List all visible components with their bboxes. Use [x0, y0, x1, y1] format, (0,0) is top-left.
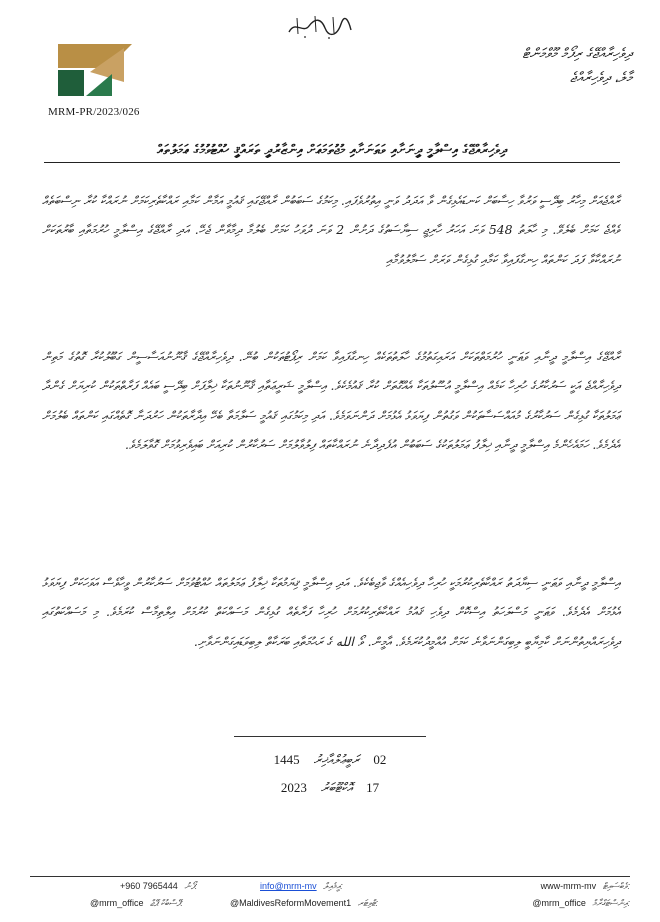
hijri-date: [0, 752, 660, 768]
paragraph-2: ރާއްޖޭގެ އިސްލާމީ ދީނާއި ވަޠަނީ ހުރުމަތްތަކަށް އަރައިގަތުމުގެ ހާލަތުތަކެއް ހިނގާފައިވާ ކަމަށް ރިޕޯޓުތަކުން ބުނޭ. ދިވެހިރާއްޖޭގެ ޤާނޫނުއަސާސީން ގަބޫލުކުރާ ގޮތުގެ މަތިން ދިވެހިރާއްޖެ އަކީ ސަރުކާރުގެ ހުރިހާ ކަމެއް އިސްލާމީ އުސޫލުތަކާ އެއްގޮތަށް ކުރާ ޤައުމެކެވެ. އިސްލާމީ ޝަރީޢަތާއި ޤާނޫނުތަކާ ޚިލާފަށް ބިދޭސީ ބައެއް ފަރާތްތަކުން ކުރިޔަށް ގެންދާ ޢަމަލުތަކާ ގުޅިގެން ސަރުކާރުގެ މުއައްސަސާތަކުން ވަގުތުން ފިޔަވަޅު އެޅުމަށް ދަންނަވަމެވެ. އަދި މިކަމުގައި ޤައުމީ ސަލާމަތާ ބެހޭ އިދާރާތަކުން ހަރުދަނާ ގޮތެއްގައި ކަންތައް ބެލުމަށް އެދެމެވެ. ހަމައެހެންމެ އިސްލާމީ ދީނާއި ޚިލާފު ޢަމަލުތަކުގެ ސަބަބުން އުފެދިދާނެ ނުރައްކާތައް ފިލުވާލުމަށް ސަރުކާރުން ކުރިއަށް ބައިވެރިވުމަށް ގޮވާލަމެވެ.: [42, 349, 620, 453]
footer: [30, 880, 630, 918]
footer-twitter: [230, 898, 378, 909]
footer-divider: [30, 876, 630, 877]
document-title: ދިވެހިރާއްޖޭގެ އިސްލާމީ ދީނަށާއި ވަޠަނަށާއި މުޖުތަމަޢަށް އިންޒާރުދީ ތަރައްޤީ ހުއްޓުވުމުގެ ޢަމަލުތައް: [157, 142, 507, 158]
signature-line: [234, 736, 426, 737]
website-value[interactable]: www-mrm-mv: [540, 881, 597, 891]
reference-number: MRM-PR/2023/026: [48, 106, 140, 118]
hijri-day: 02: [373, 752, 387, 767]
greg-month: އޮކްޓޫބަރު: [320, 781, 353, 796]
website-label: ވެބްސައިޓް:: [602, 881, 630, 891]
facebook-handle[interactable]: @mrm_office: [90, 898, 144, 908]
footer-instagram: [532, 898, 630, 909]
title-block: [44, 142, 620, 163]
instagram-label: އިންސްޓަގްރާމް:: [592, 898, 630, 908]
footer-facebook: [90, 898, 183, 909]
paragraph-3: އިސްލާމީ ދީނާއި ވަޠަނީ ސިޔާދަތު ރައްކާތެރިކުރުމަކީ ހުރިހާ ދިވެހިއެއްގެ ވާޖިބެކެވެ. އަދި އިސްލާމީ ޤިޔަމުތަކާ ޚިލާފު ޢަމަލުތައް ހުއްޓުވުމަށް ސަރުކާރުން ވީހާވެސް އަވަހަކަށް ފިޔަވަޅު އެޅުމަށް އެދެމެވެ. ވަޠަނީ މަސްލަހަތު އިސްކޮށް ދިވެހި ޤައުމު ރައްކާތެރިކުރުމަށް ހުރިހާ ފަރާތެއް ގުޅިގެން މަސައްކަތް ކުރުމަށް އިލްތިމާސް ކުރަމެވެ. މި މަސައްކަތުގައި ދިވެހިރައްޔިތުންނަށް ކާމިޔާބީ ލިބިގަންނަވާނެ ކަމަށް އުއްމީދުކުރަމެވެ. އާމީން. ވޯ الله ގެ ރަޙުމަތާއި ބަރަކާތް ލިބިވަޑައިގަންނަވާށި.: [42, 575, 620, 649]
gregorian-date: [0, 780, 660, 796]
title-underline: [44, 162, 620, 163]
email-label: އީމެއިލް:: [323, 881, 343, 891]
twitter-label: ޓްވިޓަރ:: [357, 898, 379, 908]
org-location: މާލެ، ދިވެހިރާއްޖެ: [569, 70, 632, 86]
footer-phone: [120, 881, 197, 892]
footer-website: [541, 881, 630, 892]
greg-day: 17: [366, 780, 380, 795]
greg-year: 2023: [280, 780, 307, 795]
twitter-handle[interactable]: @MaldivesReformMovement1: [230, 898, 352, 908]
org-name: ދިވެހިރާއްޖޭގެ ރިފޯމް މޫވްމަންޓް: [522, 46, 632, 62]
email-link[interactable]: info@mrm-mv: [260, 881, 317, 891]
instagram-handle[interactable]: @mrm_office: [532, 898, 586, 908]
hijri-year: 1445: [273, 752, 300, 767]
facebook-label: ފޭސްބުކް ޕޭޖް:: [150, 898, 183, 908]
bismillah-calligraphy: [285, 12, 355, 42]
organization-header: [452, 42, 632, 90]
footer-email: [260, 881, 343, 892]
paragraph-1: ރާއްޖެއަށް މިހާރު ބިދޭސީ ވަރުވާ ހިސާބަށް ކަނޑައެޅިގެން ވާ އަދަދު ވަނީ އިތުރުވެފައި. މިކަމުގެ ސަބަބުން ރާއްޖޭގައި ޤައުމީ އަމާން ކަމާއި ރައްކާތެރިކަމަށް ނުރައްކާ ކުރާ ނިސްބަތެއް ވެއްޖެ ކަމަށް ބެލެވޭ. މި ހާލަތު 548 ވަނަ އަހަރު ހާރިޖީ ސިޔާސަތުގެ ދަށުން 2 ވަނަ ދުވަހު ކަމަށް ބެލުމާ ދިމާވާން ޖެހޭ. އަދި ރާއްޖޭގެ އިސްލާމީ ހުރުމަތާއި ބާރުތަކަށް ނުރައްކާވާ ފަދަ ކަންތައް ހިނގާފައިވާ ކަމާއި ގުޅިގެން ވަރަށް ސަމާލުވުމާއި: [42, 193, 620, 267]
phone-label: ފޯނު:: [184, 881, 198, 891]
hijri-month: ރަބީޢުލްއާޚިރު: [313, 753, 360, 768]
phone-value: +960 7965444: [120, 881, 178, 891]
mrm-logo-icon: [50, 38, 140, 100]
